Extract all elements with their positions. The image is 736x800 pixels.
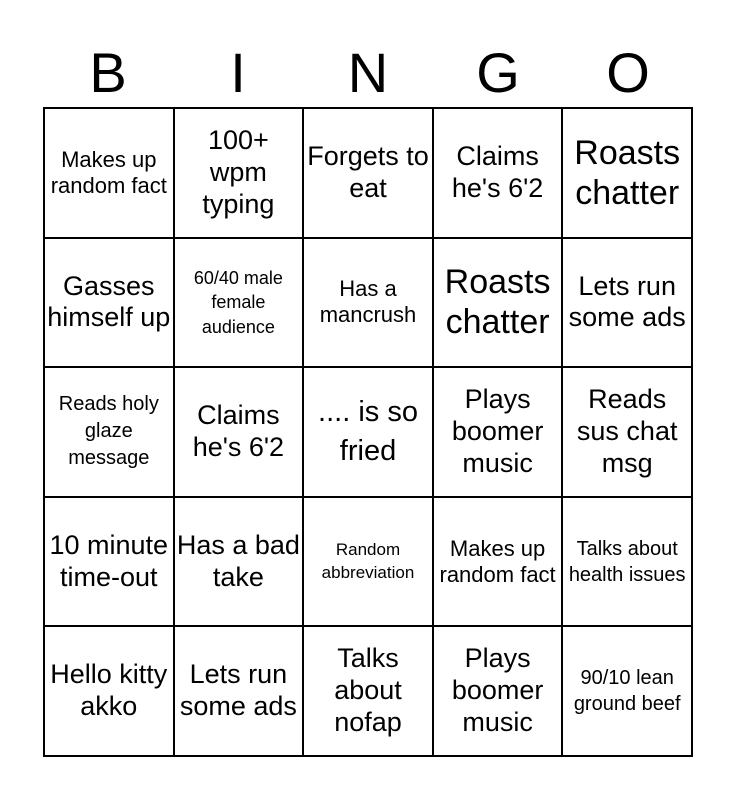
bingo-cell-3-3[interactable] xyxy=(303,367,433,497)
bingo-cell-label: Makes up random fact xyxy=(50,146,167,198)
bingo-cell-label: Plays boomer music xyxy=(451,384,544,478)
bingo-cell-5-2[interactable] xyxy=(174,626,304,756)
header-letter-g: G xyxy=(476,41,520,104)
bingo-cell-5-5[interactable] xyxy=(562,626,692,756)
bingo-cell-2-4[interactable] xyxy=(433,238,563,368)
bingo-cell-label: Reads holy glaze message xyxy=(58,393,159,470)
bingo-cell-label: Hello kitty akko xyxy=(50,659,168,722)
bingo-cell-label: Claims he's 6'2 xyxy=(451,140,544,203)
bingo-cell-4-1[interactable] xyxy=(44,497,174,627)
bingo-header xyxy=(43,38,693,108)
bingo-cell-5-3[interactable] xyxy=(303,626,433,756)
bingo-cell-2-5[interactable] xyxy=(562,238,692,368)
bingo-cell-2-1[interactable] xyxy=(44,238,174,368)
bingo-cell-label: 90/10 lean ground beef xyxy=(573,667,681,716)
bingo-cell-label: Claims he's 6'2 xyxy=(192,400,285,462)
bingo-cell-1-1[interactable] xyxy=(44,108,174,238)
bingo-cell-label: 60/40 male female audience xyxy=(193,267,283,337)
bingo-cell-label: Forgets to eat xyxy=(307,140,429,203)
bingo-cell-4-5[interactable] xyxy=(562,497,692,627)
bingo-cell-label: Has a mancrush xyxy=(319,276,417,328)
bingo-cell-label: Plays boomer music xyxy=(451,643,544,738)
bingo-cell-label: Roasts chatter xyxy=(574,133,681,212)
bingo-cell-label: Lets run some ads xyxy=(179,659,297,722)
bingo-cell-label: Gasses himself up xyxy=(47,270,171,333)
bingo-cell-4-4[interactable] xyxy=(433,497,563,627)
bingo-cell-label: 100+ wpm typing xyxy=(202,125,275,219)
bingo-cell-label: Lets run some ads xyxy=(568,270,686,333)
bingo-cell-label: Talks about health issues xyxy=(568,537,686,586)
header-letter-n: N xyxy=(347,41,389,104)
bingo-cell-2-3[interactable] xyxy=(303,238,433,368)
bingo-cell-1-5[interactable] xyxy=(562,108,692,238)
header-letter-b: B xyxy=(89,41,127,104)
header-letter-o: O xyxy=(606,41,650,104)
bingo-cell-label: Has a bad take xyxy=(176,529,300,592)
bingo-cell-label: .... is so fried xyxy=(318,395,418,467)
bingo-cell-label: Talks about nofap xyxy=(334,643,402,738)
bingo-cell-5-4[interactable] xyxy=(433,626,563,756)
bingo-cell-5-1[interactable] xyxy=(44,626,174,756)
bingo-board xyxy=(43,107,693,757)
bingo-cell-label: Makes up random fact xyxy=(439,535,556,587)
bingo-cell-1-3[interactable] xyxy=(303,108,433,238)
bingo-cell-4-3[interactable] xyxy=(303,497,433,627)
bingo-cell-label: 10 minute time-out xyxy=(49,529,169,592)
bingo-cell-3-1[interactable] xyxy=(44,367,174,497)
bingo-cell-4-2[interactable] xyxy=(174,497,304,627)
bingo-cell-3-2[interactable] xyxy=(174,367,304,497)
bingo-cell-label: Roasts chatter xyxy=(444,263,551,342)
bingo-cell-2-2[interactable] xyxy=(174,238,304,368)
bingo-cell-1-2[interactable] xyxy=(174,108,304,238)
bingo-cell-1-4[interactable] xyxy=(433,108,563,238)
bingo-cell-3-4[interactable] xyxy=(433,367,563,497)
bingo-cell-label: Random abbreviation xyxy=(321,539,415,582)
bingo-cell-3-5[interactable] xyxy=(562,367,692,497)
bingo-cell-label: Reads sus chat msg xyxy=(576,384,678,478)
header-letter-i: I xyxy=(230,41,246,104)
